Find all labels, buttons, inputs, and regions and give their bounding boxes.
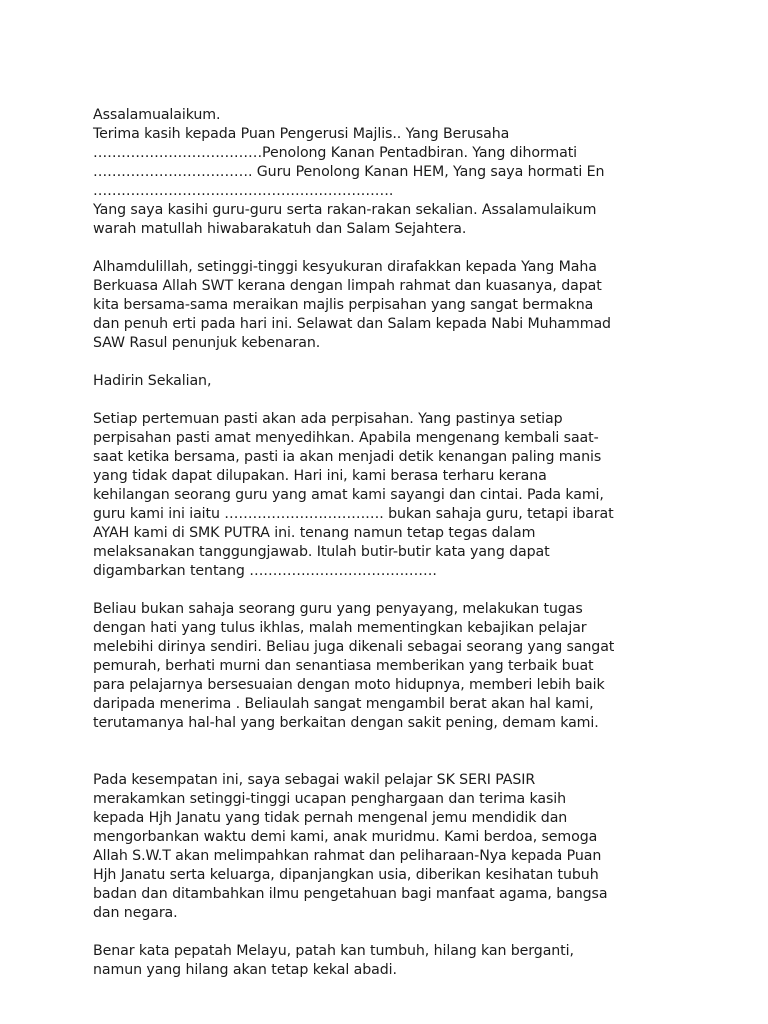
text-line: dan negara.: [93, 905, 178, 921]
document-page: [93, 106, 693, 999]
text-line: Hjh Janatu serta keluarga, dipanjangkan usia, diberikan kesihatan tubuh: [93, 867, 599, 883]
text-line: melaksanakan tanggungjawab. Itulah butir-butir kata yang dapat: [93, 544, 550, 560]
text-line: kepada Hjh Janatu yang tidak pernah mengenal jemu mendidik dan: [93, 810, 568, 826]
text-line: guru kami ini iaitu ……………………………. bukan sahaja guru, tetapi ibarat: [93, 506, 614, 522]
text-line: badan dan ditambahkan ilmu pengetahuan bagi manfaat agama, bangsa: [93, 886, 608, 902]
text-line: Alhamdulillah, setinggi-tinggi kesyukuran dirafakkan kepada Yang Maha: [93, 259, 597, 275]
text-line: perpisahan pasti amat menyedihkan. Apabila mengenang kembali saat-: [93, 430, 599, 446]
text-line: Hadirin Sekalian,: [93, 373, 212, 389]
text-line: ……………………………………………………….: [93, 183, 394, 199]
text-line: namun yang hilang akan tetap kekal abadi.: [93, 962, 397, 978]
text-line: merakamkan setinggi-tinggi ucapan penghargaan dan terima kasih: [93, 791, 567, 807]
text-line: Beliau bukan sahaja seorang guru yang penyayang, melakukan tugas: [93, 601, 583, 617]
text-line: kehilangan seorang guru yang amat kami sayangi dan cintai. Pada kami,: [93, 487, 604, 503]
text-line: terutamanya hal-hal yang berkaitan dengan sakit pening, demam kami.: [93, 715, 599, 731]
text-line: Setiap pertemuan pasti akan ada perpisahan. Yang pastinya setiap: [93, 411, 563, 427]
opening-paragraph: [93, 258, 693, 353]
text-line: SAW Rasul penunjuk kebenaran.: [93, 335, 321, 351]
text-line: Terima kasih kepada Puan Pengerusi Majlis.. Yang Berusaha: [93, 126, 510, 142]
text-line: daripada menerima . Beliaulah sangat mengambil berat akan hal kami,: [93, 696, 594, 712]
text-line: saat ketika bersama, pasti ia akan menjadi detik kenangan paling manis: [93, 449, 602, 465]
greeting-paragraph: [93, 106, 693, 239]
text-line: Allah S.W.T akan melimpahkan rahmat dan peliharaan-Nya kepada Puan: [93, 848, 602, 864]
farewell-paragraph: [93, 410, 693, 581]
salutation: [93, 372, 693, 391]
text-line: dan penuh erti pada hari ini. Selawat dan Salam kepada Nabi Muhammad: [93, 316, 611, 332]
appreciation-paragraph: [93, 771, 693, 923]
text-line: Pada kesempatan ini, saya sebagai wakil pelajar SK SERI PASIR: [93, 772, 536, 788]
text-line: warah matullah hiwabarakatuh dan Salam Sejahtera.: [93, 221, 467, 237]
text-line: ………………………………Penolong Kanan Pentadbiran. Yang dihormati: [93, 145, 578, 161]
text-line: melebihi dirinya sendiri. Beliau juga dikenali sebagai seorang yang sangat: [93, 639, 615, 655]
text-line: digambarkan tentang ………………………………….: [93, 563, 437, 579]
text-line: ……………………………. Guru Penolong Kanan HEM, Yang saya hormati En: [93, 164, 605, 180]
text-line: Yang saya kasihi guru-guru serta rakan-rakan sekalian. Assalamulaikum: [93, 202, 597, 218]
text-line: pemurah, berhati murni dan senantiasa memberikan yang terbaik buat: [93, 658, 594, 674]
text-line: AYAH kami di SMK PUTRA ini. tenang namun tetap tegas dalam: [93, 525, 536, 541]
text-line: mengorbankan waktu demi kami, anak muridmu. Kami berdoa, semoga: [93, 829, 598, 845]
closing-paragraph: [93, 942, 693, 980]
text-line: dengan hati yang tulus ikhlas, malah mementingkan kebajikan pelajar: [93, 620, 587, 636]
teacher-description-paragraph: [93, 600, 693, 733]
text-line: yang tidak dapat dilupakan. Hari ini, kami berasa terharu kerana: [93, 468, 547, 484]
text-line: Berkuasa Allah SWT kerana dengan limpah rahmat dan kuasanya, dapat: [93, 278, 602, 294]
text-line: Assalamualaikum.: [93, 107, 221, 123]
text-line: kita bersama-sama meraikan majlis perpisahan yang sangat bermakna: [93, 297, 594, 313]
text-line: para pelajarnya bersesuaian dengan moto hidupnya, memberi lebih baik: [93, 677, 605, 693]
text-line: Benar kata pepatah Melayu, patah kan tumbuh, hilang kan berganti,: [93, 943, 574, 959]
